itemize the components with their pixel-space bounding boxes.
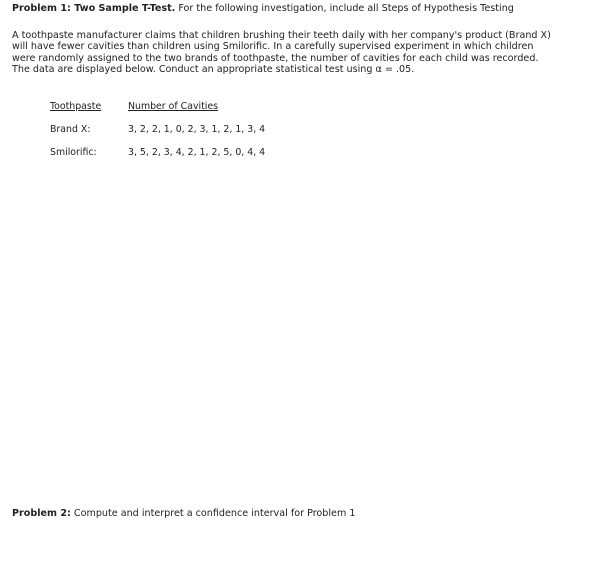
problem-1-heading: [12, 3, 596, 15]
header-toothpaste: Toothpaste: [50, 101, 102, 112]
header-number-of-cavities: Number of Cavities: [128, 101, 219, 112]
row-values-smilorific: 3, 5, 2, 3, 4, 2, 1, 2, 5, 0, 4, 4: [128, 147, 266, 158]
problem-2-label: Problem 2:: [12, 508, 71, 519]
row-label-brand-x: Brand X:: [50, 124, 91, 135]
paragraph-line: A toothpaste manufacturer claims that children brushing their teeth daily with her company's product (Brand X): [12, 30, 551, 41]
row-label-smilorific: Smilorific:: [50, 147, 97, 158]
problem-1-paragraph: [12, 30, 596, 76]
problem-1-title: Two Sample T-Test.: [70, 3, 176, 14]
paragraph-line: The data are displayed below. Conduct an appropriate statistical test using α = .05.: [12, 64, 415, 76]
paragraph-line: were randomly assigned to the two brands of toothpaste, the number of cavities for each child was recorded.: [12, 52, 539, 64]
paragraph-line: will have fewer cavities than children using Smilorific. In a carefully supervised experiment in which children: [12, 41, 534, 53]
problem-2-text: Compute and interpret a confidence interval for Problem 1: [70, 508, 356, 519]
problem-1-label: Problem 1:: [12, 3, 71, 14]
row-values-brand-x: 3, 2, 2, 1, 0, 2, 3, 1, 2, 1, 3, 4: [128, 124, 266, 135]
problem-2-heading: [12, 508, 596, 520]
problem-1-instruction: For the following investigation, include all Steps of Hypothesis Testing: [175, 3, 514, 14]
